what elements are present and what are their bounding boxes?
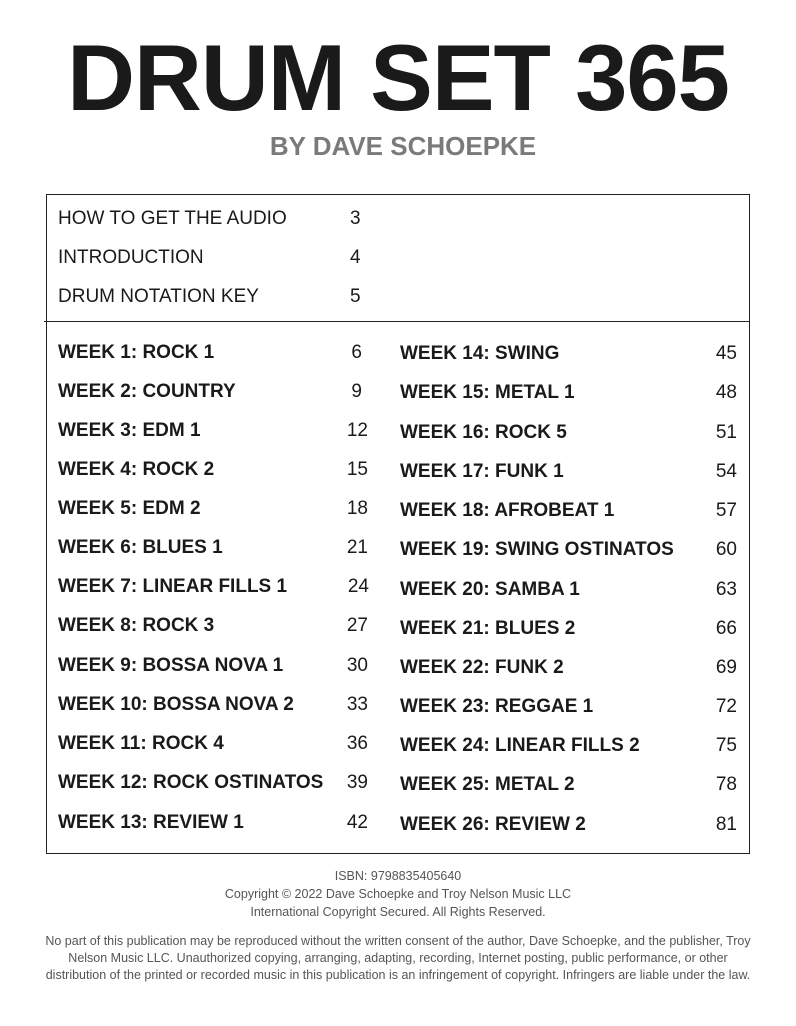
- toc-page-number: 57: [715, 500, 737, 521]
- toc-entry-label: WEEK 24: LINEAR FILLS 2: [400, 735, 640, 756]
- toc-entry-label: INTRODUCTION: [58, 247, 204, 268]
- toc-entry-label: WEEK 25: METAL 2: [400, 774, 575, 795]
- toc-entry-label: WEEK 12: ROCK OSTINATOS: [58, 772, 324, 793]
- toc-entry-label: WEEK 10: BOSSA NOVA 2: [58, 694, 294, 715]
- toc-page-number: 45: [715, 343, 737, 364]
- toc-divider: [44, 321, 750, 322]
- toc-entry-label: WEEK 3: EDM 1: [58, 420, 201, 441]
- toc-entry-label: WEEK 23: REGGAE 1: [400, 696, 594, 717]
- toc-entry-label: WEEK 14: SWING: [400, 343, 560, 364]
- toc-page-number: 15: [346, 459, 368, 480]
- author-byline: BY DAVE SCHOEPKE: [269, 131, 537, 161]
- toc-page-number: 21: [346, 537, 368, 558]
- toc-page-number: 30: [346, 655, 368, 676]
- toc-entry-label: WEEK 7: LINEAR FILLS 1: [58, 576, 288, 597]
- toc-page-number: 24: [347, 576, 369, 597]
- toc-entry-label: WEEK 19: SWING OSTINATOS: [400, 539, 674, 560]
- toc-entry-label: WEEK 8: ROCK 3: [58, 615, 215, 636]
- toc-page-number: 36: [346, 733, 368, 754]
- toc-entry-label: WEEK 6: BLUES 1: [58, 537, 223, 558]
- toc-entry-label: WEEK 13: REVIEW 1: [58, 812, 244, 833]
- toc-page-number: 51: [715, 422, 737, 443]
- toc-entry-label: WEEK 22: FUNK 2: [400, 657, 564, 678]
- toc-page-number: 54: [715, 461, 737, 482]
- toc-page-number: 81: [715, 814, 737, 835]
- toc-page-number: 78: [715, 774, 737, 795]
- toc-entry-label: WEEK 15: METAL 1: [400, 382, 575, 403]
- toc-page-number: 4: [350, 247, 361, 268]
- toc-page-number: 63: [715, 579, 737, 600]
- toc-page-number: 18: [346, 498, 368, 519]
- toc-page-number: 5: [350, 286, 361, 307]
- toc-page-number: 12: [346, 420, 368, 441]
- toc-page-number: 39: [346, 772, 368, 793]
- toc-entry-label: WEEK 26: REVIEW 2: [400, 814, 586, 835]
- toc-page-number: 3: [350, 208, 361, 229]
- toc-page-number: 48: [715, 382, 737, 403]
- toc-entry-label: WEEK 16: ROCK 5: [400, 422, 567, 443]
- toc-entry-label: WEEK 20: SAMBA 1: [400, 579, 580, 600]
- toc-entry-label: WEEK 1: ROCK 1: [58, 342, 215, 363]
- book-title: DRUM SET 365: [67, 25, 729, 130]
- toc-entry-label: WEEK 18: AFROBEAT 1: [400, 500, 615, 521]
- toc-page-number: 9: [351, 381, 362, 402]
- toc-entry-label: WEEK 4: ROCK 2: [58, 459, 215, 480]
- toc-page-number: 6: [351, 342, 362, 363]
- toc-page-number: 42: [346, 812, 368, 833]
- rights-line: International Copyright Secured. All Rights Reserved.: [250, 905, 546, 919]
- toc-page-number: 75: [715, 735, 737, 756]
- toc-entry-label: WEEK 2: COUNTRY: [58, 381, 236, 402]
- toc-entry-label: WEEK 5: EDM 2: [58, 498, 201, 519]
- toc-page-number: 60: [715, 539, 737, 560]
- toc-page-number: 27: [346, 615, 368, 636]
- toc-entry-label: WEEK 11: ROCK 4: [58, 733, 224, 754]
- isbn-line: ISBN: 9798835405640: [334, 869, 462, 883]
- copyright-line: Copyright © 2022 Dave Schoepke and Troy Nelson Music LLC: [224, 887, 572, 901]
- toc-page-number: 69: [715, 657, 737, 678]
- toc-entry-label: WEEK 17: FUNK 1: [400, 461, 564, 482]
- toc-entry-label: DRUM NOTATION KEY: [58, 286, 259, 307]
- toc-page-number: 72: [715, 696, 737, 717]
- legal-notice: No part of this publication may be reproduced without the written consent of the author, Dave Schoepke, and the publisher, Troy Nelson Music LLC. Unauthorized copying, arranging, adapting, recording, Internet posting, public performance, or other distribution of the printed or recorded music in this publication is an infringement of copyright. Infringers are liable under the law.: [45, 934, 751, 982]
- toc-page-number: 33: [346, 694, 368, 715]
- toc-entry-label: HOW TO GET THE AUDIO: [58, 208, 287, 229]
- toc-page-number: 66: [715, 618, 737, 639]
- toc-entry-label: WEEK 9: BOSSA NOVA 1: [58, 655, 284, 676]
- toc-entry-label: WEEK 21: BLUES 2: [400, 618, 576, 639]
